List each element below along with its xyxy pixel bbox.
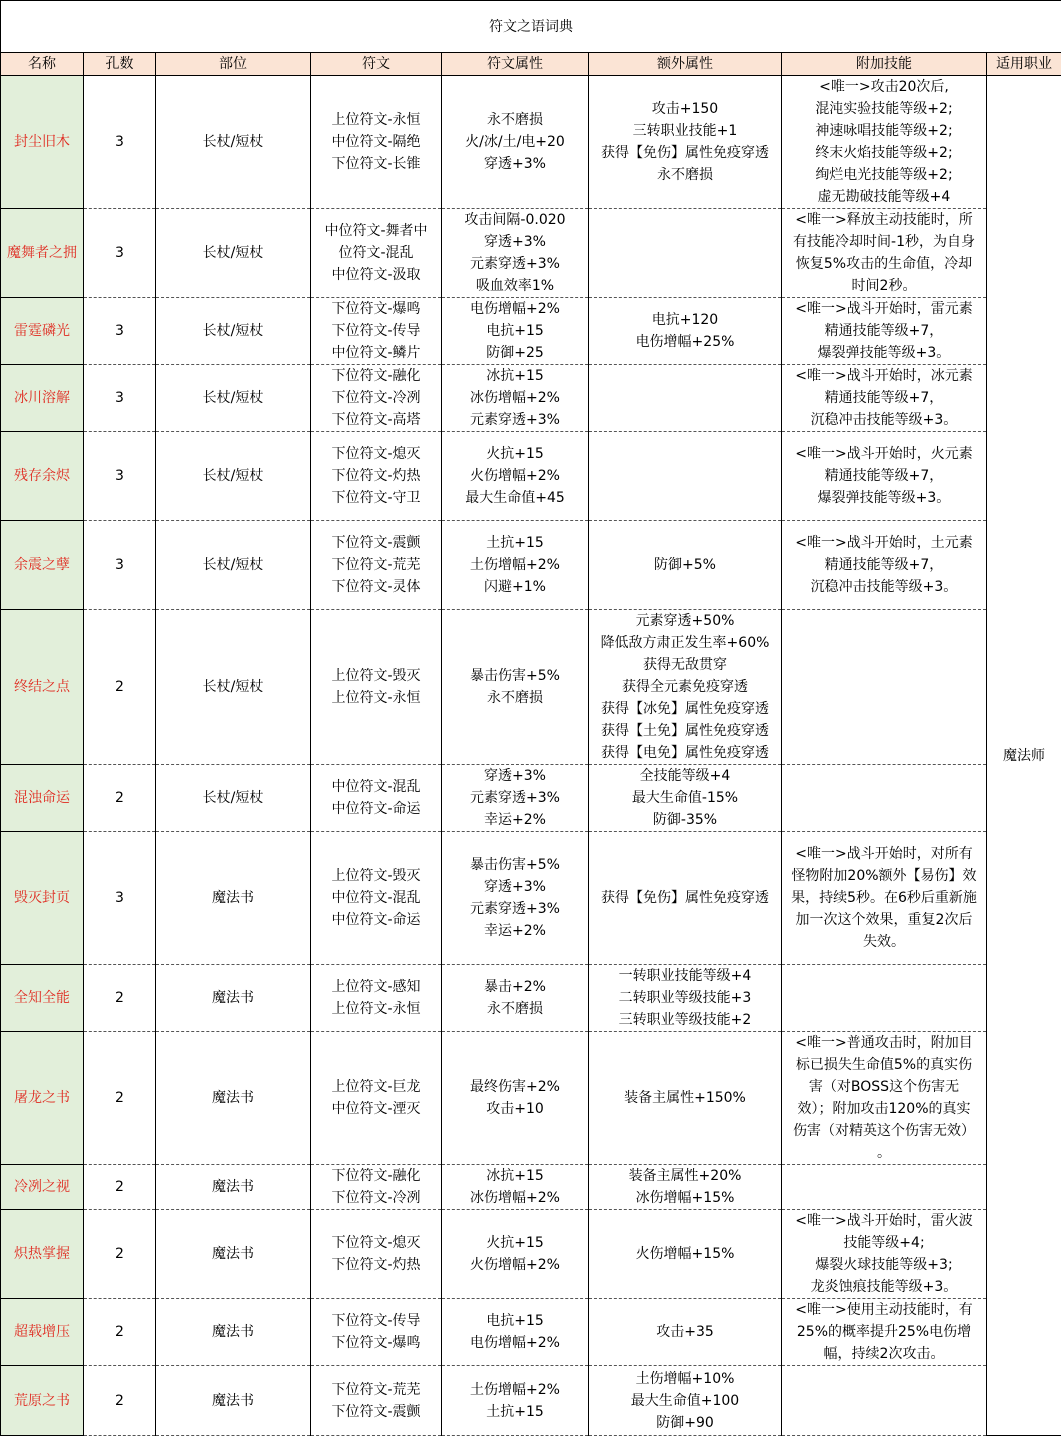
hole-count: 3 — [84, 832, 156, 965]
rune-list-line: 上位符文-感知 — [313, 976, 439, 998]
rune-list-line: 上位符文-巨龙 — [313, 1076, 439, 1098]
rune-attributes — [442, 1210, 589, 1299]
rune-attributes — [442, 1165, 589, 1210]
extra-attributes-line: 电伤增幅+25% — [591, 331, 779, 353]
bonus-skill-line: <唯一>战斗开始时，对所有 — [785, 843, 983, 865]
bonus-skill-line: 精通技能等级+7， — [785, 387, 983, 409]
extra-attributes-line: 获得【电免】属性免疫穿透 — [591, 742, 779, 764]
applicable-job: 魔法师 — [987, 76, 1061, 1436]
rune-attributes-line: 暴击伤害+5% — [444, 854, 586, 876]
rune-attributes-line: 火抗+15 — [444, 443, 586, 465]
equip-slot: 长杖/短杖 — [156, 76, 311, 209]
rune-attributes-line: 攻击+10 — [444, 1098, 586, 1120]
rune-list-line: 位符文-混乱 — [313, 242, 439, 264]
rune-list — [311, 76, 442, 209]
table-row — [1, 521, 1061, 610]
rune-attributes-line: 穿透+3% — [444, 231, 586, 253]
rune-attributes — [442, 1299, 589, 1366]
rune-attributes — [442, 365, 589, 432]
rune-attributes-line: 暴击伤害+5% — [444, 665, 586, 687]
rune-list-line: 下位符文-冷冽 — [313, 1187, 439, 1209]
equip-slot: 长杖/短杖 — [156, 209, 311, 298]
bonus-skill — [782, 298, 987, 365]
equip-slot: 长杖/短杖 — [156, 610, 311, 765]
rune-attributes-line: 元素穿透+3% — [444, 787, 586, 809]
table-title: 符文之语词典 — [1, 1, 1061, 53]
rune-attributes-line: 穿透+3% — [444, 765, 586, 787]
rune-word-name: 混浊命运 — [1, 765, 84, 832]
rune-list-line: 下位符文-爆鸣 — [313, 298, 439, 320]
rune-attributes-line: 火伤增幅+2% — [444, 465, 586, 487]
equip-slot: 魔法书 — [156, 1210, 311, 1299]
bonus-skill-line: 龙炎蚀痕技能等级+3。 — [785, 1276, 983, 1298]
equip-slot: 魔法书 — [156, 1165, 311, 1210]
hole-count: 3 — [84, 298, 156, 365]
bonus-skill — [782, 765, 987, 832]
bonus-skill — [782, 1366, 987, 1436]
rune-attributes-line: 冰伤增幅+2% — [444, 1187, 586, 1209]
extra-attributes-line: 永不磨损 — [591, 164, 779, 186]
rune-list-line: 下位符文-冷冽 — [313, 387, 439, 409]
rune-word-name: 冷冽之视 — [1, 1165, 84, 1210]
rune-attributes-line: 电抗+15 — [444, 320, 586, 342]
rune-list-line: 下位符文-高塔 — [313, 409, 439, 431]
rune-list — [311, 1299, 442, 1366]
rune-attributes-line: 攻击间隔-0.020 — [444, 209, 586, 231]
bonus-skill-line: 标已损失生命值5%的真实伤 — [785, 1054, 983, 1076]
extra-attributes-line: 最大生命值+100 — [591, 1390, 779, 1412]
rune-word-name: 冰川溶解 — [1, 365, 84, 432]
rune-list — [311, 1366, 442, 1436]
bonus-skill-line: 时间2秒。 — [785, 275, 983, 297]
table-row — [1, 432, 1061, 521]
rune-word-name: 雷霆磷光 — [1, 298, 84, 365]
bonus-skill — [782, 1299, 987, 1366]
rune-list-line: 上位符文-毁灭 — [313, 665, 439, 687]
table-row — [1, 298, 1061, 365]
bonus-skill-line: 怪物附加20%额外【易伤】效 — [785, 865, 983, 887]
rune-list — [311, 765, 442, 832]
header-slot: 部位 — [156, 53, 311, 76]
bonus-skill-line: 绚烂电光技能等级+2; — [785, 164, 983, 186]
rune-list — [311, 610, 442, 765]
rune-attributes — [442, 832, 589, 965]
bonus-skill-line: 失效。 — [785, 931, 983, 953]
rune-list-line: 下位符文-守卫 — [313, 487, 439, 509]
hole-count: 2 — [84, 1366, 156, 1436]
bonus-skill-line: 终末火焰技能等级+2; — [785, 142, 983, 164]
extra-attributes-line: 装备主属性+150% — [591, 1087, 779, 1109]
rune-list-line: 上位符文-永恒 — [313, 998, 439, 1020]
rune-attributes — [442, 521, 589, 610]
bonus-skill-line: 有技能冷却时间-1秒，为自身 — [785, 231, 983, 253]
rune-list-line: 下位符文-灵体 — [313, 576, 439, 598]
rune-attributes-line: 土伤增幅+2% — [444, 554, 586, 576]
rune-list — [311, 832, 442, 965]
bonus-skill-line: <唯一>普通攻击时，附加目 — [785, 1032, 983, 1054]
rune-list-line: 下位符文-融化 — [313, 365, 439, 387]
bonus-skill-line: 精通技能等级+7， — [785, 465, 983, 487]
bonus-skill-line: 25%的概率提升25%电伤增 — [785, 1321, 983, 1343]
rune-attributes-line: 土抗+15 — [444, 1401, 586, 1423]
rune-list — [311, 1165, 442, 1210]
table-row — [1, 765, 1061, 832]
extra-attributes — [589, 298, 782, 365]
bonus-skill-line: <唯一>攻击20次后, — [785, 76, 983, 98]
rune-attributes-line: 幸运+2% — [444, 920, 586, 942]
rune-word-name: 封尘旧木 — [1, 76, 84, 209]
equip-slot: 魔法书 — [156, 965, 311, 1032]
extra-attributes-line: 全技能等级+4 — [591, 765, 779, 787]
hole-count: 2 — [84, 965, 156, 1032]
rune-attributes-line: 最大生命值+45 — [444, 487, 586, 509]
extra-attributes — [589, 765, 782, 832]
rune-word-name: 余震之孽 — [1, 521, 84, 610]
bonus-skill — [782, 1032, 987, 1165]
header-rune-attrs: 符文属性 — [442, 53, 589, 76]
equip-slot: 长杖/短杖 — [156, 365, 311, 432]
bonus-skill-line: 恢复5%攻击的生命值，冷却 — [785, 253, 983, 275]
extra-attributes-line: 获得无敌贯穿 — [591, 654, 779, 676]
rune-attributes — [442, 76, 589, 209]
rune-list-line: 上位符文-永恒 — [313, 687, 439, 709]
bonus-skill-line: 神速咏唱技能等级+2; — [785, 120, 983, 142]
rune-attributes-line: 电伤增幅+2% — [444, 1332, 586, 1354]
header-runes: 符文 — [311, 53, 442, 76]
bonus-skill — [782, 1210, 987, 1299]
hole-count: 2 — [84, 1032, 156, 1165]
bonus-skill-line: 爆裂弹技能等级+3。 — [785, 487, 983, 509]
extra-attributes-line: 获得全元素免疫穿透 — [591, 676, 779, 698]
extra-attributes-line: 三转职业技能+1 — [591, 120, 779, 142]
rune-list-line: 中位符文-混乱 — [313, 776, 439, 798]
header-row — [1, 53, 1061, 76]
rune-attributes-line: 永不磨损 — [444, 998, 586, 1020]
rune-list-line: 中位符文-湮灭 — [313, 1098, 439, 1120]
bonus-skill-line: 加一次这个效果，重复2次后 — [785, 909, 983, 931]
rune-attributes-line: 永不磨损 — [444, 109, 586, 131]
rune-list-line: 下位符文-传导 — [313, 320, 439, 342]
equip-slot: 魔法书 — [156, 1032, 311, 1165]
bonus-skill-line: 。 — [785, 1142, 983, 1164]
rune-attributes-line: 穿透+3% — [444, 153, 586, 175]
rune-list-line: 中位符文-隔绝 — [313, 131, 439, 153]
rune-attributes-line: 土伤增幅+2% — [444, 1379, 586, 1401]
bonus-skill — [782, 965, 987, 1032]
bonus-skill-line: 技能等级+4; — [785, 1232, 983, 1254]
extra-attributes — [589, 521, 782, 610]
bonus-skill-line: <唯一>战斗开始时，火元素 — [785, 443, 983, 465]
rune-attributes-line: 土抗+15 — [444, 532, 586, 554]
equip-slot: 长杖/短杖 — [156, 765, 311, 832]
bonus-skill — [782, 209, 987, 298]
rune-word-name: 荒原之书 — [1, 1366, 84, 1436]
extra-attributes — [589, 365, 782, 432]
extra-attributes — [589, 965, 782, 1032]
table-row — [1, 832, 1061, 965]
hole-count: 2 — [84, 1210, 156, 1299]
bonus-skill — [782, 521, 987, 610]
bonus-skill-line: 精通技能等级+7， — [785, 320, 983, 342]
bonus-skill-line: 精通技能等级+7， — [785, 554, 983, 576]
rune-attributes-line: 火/冰/土/电+20 — [444, 131, 586, 153]
equip-slot: 长杖/短杖 — [156, 298, 311, 365]
rune-attributes-line: 电伤增幅+2% — [444, 298, 586, 320]
extra-attributes-line: 防御-35% — [591, 809, 779, 831]
equip-slot: 魔法书 — [156, 832, 311, 965]
rune-attributes-line: 元素穿透+3% — [444, 253, 586, 275]
bonus-skill — [782, 1165, 987, 1210]
bonus-skill-line: <唯一>使用主动技能时，有 — [785, 1299, 983, 1321]
extra-attributes-line: 电抗+120 — [591, 309, 779, 331]
rune-list-line: 下位符文-震颤 — [313, 532, 439, 554]
rune-attributes — [442, 965, 589, 1032]
rune-attributes-line: 防御+25 — [444, 342, 586, 364]
header-skill: 附加技能 — [782, 53, 987, 76]
rune-list-line: 中位符文-混乱 — [313, 887, 439, 909]
extra-attributes-line: 火伤增幅+15% — [591, 1243, 779, 1265]
extra-attributes — [589, 1299, 782, 1366]
rune-attributes — [442, 610, 589, 765]
rune-attributes-line: 火抗+15 — [444, 1232, 586, 1254]
bonus-skill-line: 果，持续5秒。在6秒后重新施 — [785, 887, 983, 909]
extra-attributes-line: 降低敌方肃正发生率+60% — [591, 632, 779, 654]
extra-attributes-line: 土伤增幅+10% — [591, 1368, 779, 1390]
header-job: 适用职业 — [987, 53, 1061, 76]
extra-attributes — [589, 1165, 782, 1210]
bonus-skill-line: <唯一>战斗开始时，雷火波 — [785, 1210, 983, 1232]
rune-word-name: 残存余烬 — [1, 432, 84, 521]
rune-list-line: 上位符文-毁灭 — [313, 865, 439, 887]
extra-attributes — [589, 1032, 782, 1165]
bonus-skill — [782, 832, 987, 965]
rune-list — [311, 521, 442, 610]
bonus-skill-line: 害（对BOSS这个伤害无 — [785, 1076, 983, 1098]
rune-attributes-line: 冰抗+15 — [444, 1165, 586, 1187]
rune-list-line: 下位符文-熄灭 — [313, 443, 439, 465]
rune-attributes-line: 闪避+1% — [444, 576, 586, 598]
equip-slot: 长杖/短杖 — [156, 521, 311, 610]
rune-list-line: 下位符文-熄灭 — [313, 1232, 439, 1254]
rune-word-name: 终结之点 — [1, 610, 84, 765]
rune-list — [311, 209, 442, 298]
bonus-skill-line: <唯一>战斗开始时，雷元素 — [785, 298, 983, 320]
rune-attributes — [442, 765, 589, 832]
extra-attributes — [589, 610, 782, 765]
bonus-skill — [782, 432, 987, 521]
table-row — [1, 1032, 1061, 1165]
rune-list-line: 中位符文-舞者中 — [313, 220, 439, 242]
rune-attributes — [442, 1366, 589, 1436]
equip-slot: 魔法书 — [156, 1366, 311, 1436]
rune-list-line: 下位符文-震颤 — [313, 1401, 439, 1423]
rune-attributes-line: 最终伤害+2% — [444, 1076, 586, 1098]
extra-attributes-line: 获得【免伤】属性免疫穿透 — [591, 142, 779, 164]
bonus-skill-line: 幅，持续2次攻击。 — [785, 1343, 983, 1365]
hole-count: 3 — [84, 209, 156, 298]
rune-attributes-line: 穿透+3% — [444, 876, 586, 898]
rune-list — [311, 298, 442, 365]
rune-list-line: 下位符文-灼热 — [313, 1254, 439, 1276]
bonus-skill — [782, 610, 987, 765]
bonus-skill-line: 伤害（对精英这个伤害无效） — [785, 1120, 983, 1142]
rune-word-name: 屠龙之书 — [1, 1032, 84, 1165]
rune-attributes-line: 吸血效率1% — [444, 275, 586, 297]
extra-attributes-line: 防御+90 — [591, 1412, 779, 1434]
hole-count: 3 — [84, 76, 156, 209]
extra-attributes-line: 获得【土免】属性免疫穿透 — [591, 720, 779, 742]
bonus-skill-line: 沉稳冲击技能等级+3。 — [785, 576, 983, 598]
extra-attributes-line: 防御+5% — [591, 554, 779, 576]
extra-attributes-line: 获得【免伤】属性免疫穿透 — [591, 887, 779, 909]
bonus-skill-line: 虚无勘破技能等级+4 — [785, 186, 983, 208]
rune-list — [311, 1210, 442, 1299]
hole-count: 2 — [84, 1165, 156, 1210]
rune-list-line: 下位符文-荒芜 — [313, 1379, 439, 1401]
rune-word-name: 全知全能 — [1, 965, 84, 1032]
extra-attributes — [589, 432, 782, 521]
extra-attributes — [589, 76, 782, 209]
hole-count: 2 — [84, 1299, 156, 1366]
rune-attributes-line: 冰伤增幅+2% — [444, 387, 586, 409]
bonus-skill-line: <唯一>释放主动技能时，所 — [785, 209, 983, 231]
table-row — [1, 209, 1061, 298]
rune-list — [311, 432, 442, 521]
equip-slot: 长杖/短杖 — [156, 432, 311, 521]
header-name: 名称 — [1, 53, 84, 76]
header-holes: 孔数 — [84, 53, 156, 76]
hole-count: 3 — [84, 365, 156, 432]
rune-list-line: 上位符文-永恒 — [313, 109, 439, 131]
bonus-skill-line: 爆裂弹技能等级+3。 — [785, 342, 983, 364]
extra-attributes-line: 二转职业等级技能+3 — [591, 987, 779, 1009]
rune-attributes-line: 暴击+2% — [444, 976, 586, 998]
extra-attributes-line: 攻击+35 — [591, 1321, 779, 1343]
table-row — [1, 965, 1061, 1032]
table-body — [1, 76, 1061, 1436]
rune-list-line: 中位符文-鳞片 — [313, 342, 439, 364]
rune-word-name: 毁灭封页 — [1, 832, 84, 965]
rune-list-line: 中位符文-汲取 — [313, 264, 439, 286]
extra-attributes-line: 装备主属性+20% — [591, 1165, 779, 1187]
rune-attributes-line: 永不磨损 — [444, 687, 586, 709]
rune-attributes-line: 电抗+15 — [444, 1310, 586, 1332]
bonus-skill-line: 混沌实验技能等级+2; — [785, 98, 983, 120]
table-row — [1, 1210, 1061, 1299]
table-row — [1, 76, 1061, 209]
rune-word-name: 超载增压 — [1, 1299, 84, 1366]
table-row — [1, 1165, 1061, 1210]
bonus-skill-line: 爆裂火球技能等级+3; — [785, 1254, 983, 1276]
extra-attributes — [589, 1366, 782, 1436]
rune-list — [311, 965, 442, 1032]
equip-slot: 魔法书 — [156, 1299, 311, 1366]
extra-attributes-line: 获得【冰免】属性免疫穿透 — [591, 698, 779, 720]
extra-attributes-line: 三转职业等级技能+2 — [591, 1009, 779, 1031]
extra-attributes — [589, 832, 782, 965]
rune-word-name: 炽热掌握 — [1, 1210, 84, 1299]
extra-attributes-line: 最大生命值-15% — [591, 787, 779, 809]
rune-list-line: 下位符文-荒芜 — [313, 554, 439, 576]
bonus-skill — [782, 365, 987, 432]
rune-list-line: 下位符文-融化 — [313, 1165, 439, 1187]
rune-attributes-line: 幸运+2% — [444, 809, 586, 831]
rune-list — [311, 365, 442, 432]
bonus-skill-line: <唯一>战斗开始时，土元素 — [785, 532, 983, 554]
rune-list-line: 下位符文-灼热 — [313, 465, 439, 487]
rune-list-line: 下位符文-传导 — [313, 1310, 439, 1332]
bonus-skill-line: 效）；附加攻击120%的真实 — [785, 1098, 983, 1120]
bonus-skill-line: 沉稳冲击技能等级+3。 — [785, 409, 983, 431]
rune-attributes — [442, 1032, 589, 1165]
rune-attributes-line: 元素穿透+3% — [444, 898, 586, 920]
hole-count: 3 — [84, 521, 156, 610]
rune-list-line: 下位符文-长锥 — [313, 153, 439, 175]
extra-attributes — [589, 1210, 782, 1299]
extra-attributes-line: 一转职业技能等级+4 — [591, 965, 779, 987]
extra-attributes-line: 元素穿透+50% — [591, 610, 779, 632]
hole-count: 2 — [84, 765, 156, 832]
rune-list — [311, 1032, 442, 1165]
extra-attributes — [589, 209, 782, 298]
rune-attributes — [442, 209, 589, 298]
rune-attributes-line: 火伤增幅+2% — [444, 1254, 586, 1276]
hole-count: 3 — [84, 432, 156, 521]
extra-attributes-line: 攻击+150 — [591, 98, 779, 120]
rune-attributes — [442, 298, 589, 365]
header-extra-attrs: 额外属性 — [589, 53, 782, 76]
bonus-skill — [782, 76, 987, 209]
rune-list-line: 中位符文-命运 — [313, 798, 439, 820]
bonus-skill-line: <唯一>战斗开始时，冰元素 — [785, 365, 983, 387]
table-row — [1, 1366, 1061, 1436]
rune-list-line: 中位符文-命运 — [313, 909, 439, 931]
rune-attributes-line: 冰抗+15 — [444, 365, 586, 387]
rune-word-name: 魔舞者之拥 — [1, 209, 84, 298]
table-row — [1, 610, 1061, 765]
rune-list-line: 下位符文-爆鸣 — [313, 1332, 439, 1354]
extra-attributes-line: 冰伤增幅+15% — [591, 1187, 779, 1209]
table-row — [1, 1299, 1061, 1366]
rune-attributes-line: 元素穿透+3% — [444, 409, 586, 431]
table-row — [1, 365, 1061, 432]
rune-attributes — [442, 432, 589, 521]
hole-count: 2 — [84, 610, 156, 765]
